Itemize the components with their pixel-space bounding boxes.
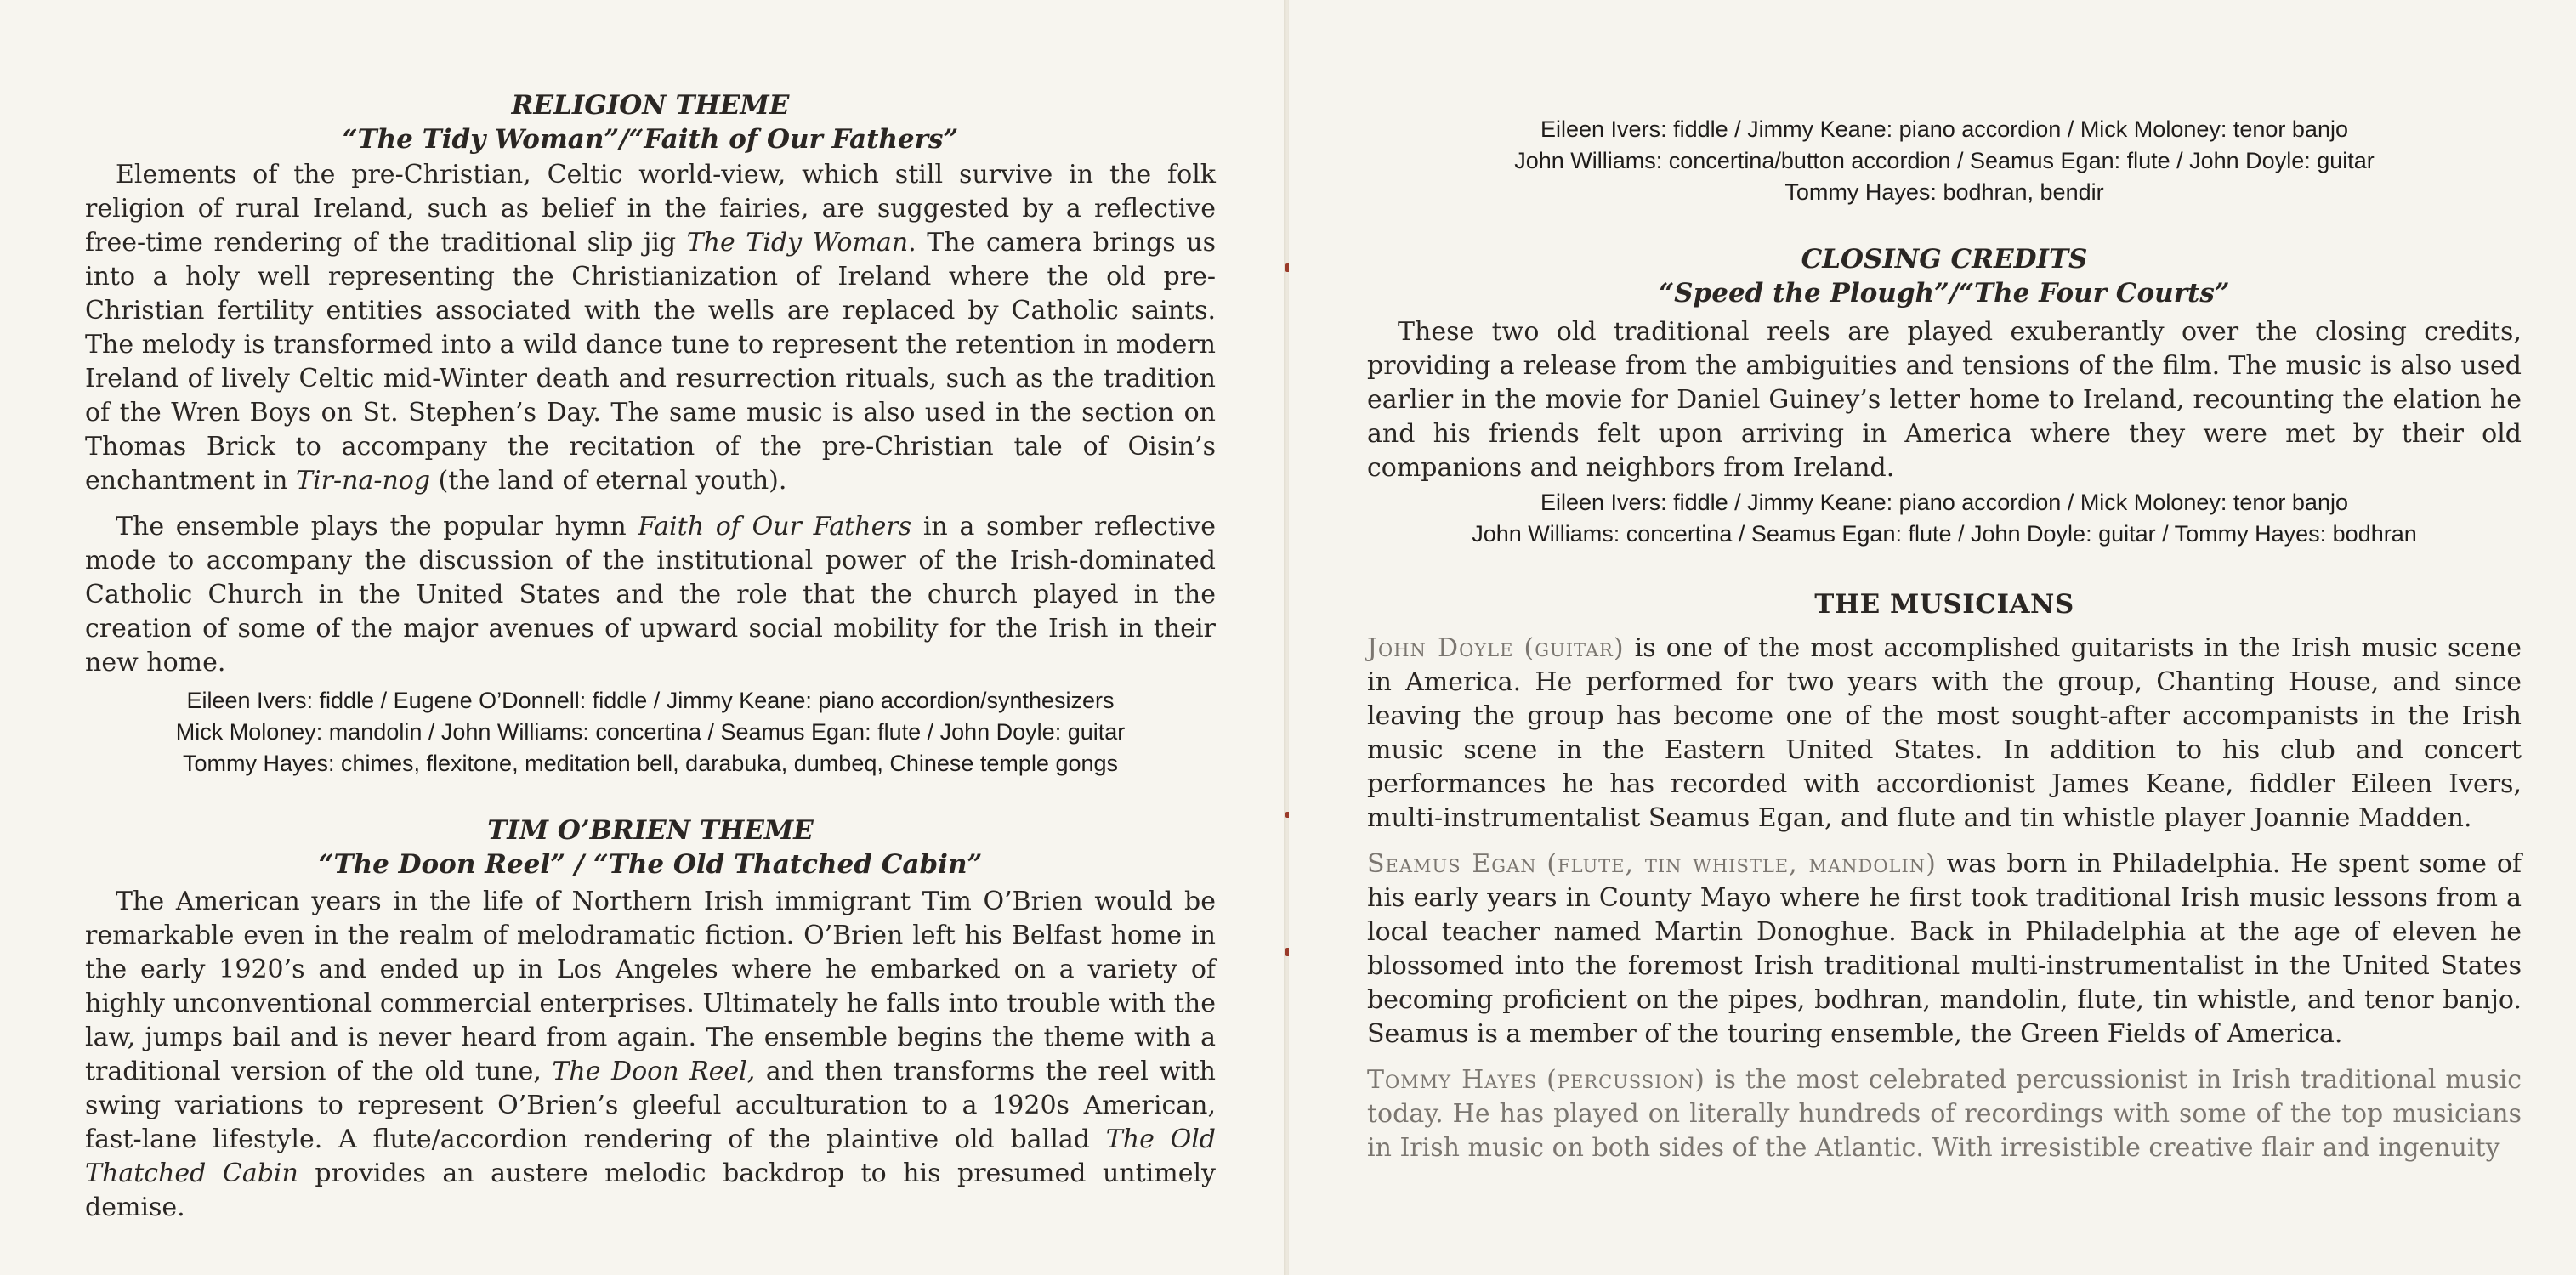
closing-credits-subtitle: “Speed the Plough”/“The Four Courts” [1659, 278, 2230, 309]
bio-role: (flute, tin whistle, mandolin) [1546, 849, 1937, 879]
bio-seamus-egan [1367, 847, 2522, 1051]
religion-credit-line: Tommy Hayes: chimes, flexitone, meditation bell, darabuka, dumbeq, Chinese temple gongs [182, 751, 1119, 776]
text-run: and then transforms the reel with swing variations to represent O’Brien’s gleeful acculturation to a 1920s American, fast-lane lifestyle. A flute/accordion rendering of the plaintive old ballad [85, 1057, 1216, 1154]
bio-name: John Doyle [1367, 633, 1514, 663]
credit-line: John Williams: concertina/button accordion / Seamus Egan: flute / John Doyle: guitar [1514, 148, 2375, 173]
credit-line: Eileen Ivers: fiddle / Jimmy Keane: piano accordion / Mick Moloney: tenor banjo [1540, 116, 2348, 142]
closing-credits-lines [1367, 487, 2522, 550]
italic-title-run: The Doon Reel, [552, 1057, 756, 1086]
religion-paragraph-1 [85, 158, 1216, 498]
religion-paragraph-2 [85, 510, 1216, 680]
bio-name: Tommy Hayes [1367, 1065, 1538, 1095]
bio-text: was born in Philadelphia. He spent some of his early years in County Mayo where he first took traditional Irish music lessons from a local teacher named Martin Donoghue. Back in Philadelphia at the age of eleven he blossomed into the foremost Irish traditional multi-instrumentalist in the United States becoming proficient on the pipes, bodhran, mandolin, flute, tin whistle, and tenor banjo. Seamus is a member of the touring ensemble, the Green Fields of America. [1367, 849, 2522, 1049]
bio-tommy-hayes [1367, 1063, 2522, 1165]
bio-name: Seamus Egan [1367, 849, 1537, 879]
right-page [1289, 0, 2576, 1275]
text-run: in a somber reflective mode to accompany the discussion of the institutional power of the Irish-dominated Catholic Church in the United States and the role that the church played in the creation of some of the major avenues of upward social mobility for the Irish in their new home. [85, 512, 1216, 677]
text-run: (the land of eternal youth). [430, 466, 787, 496]
closing-paragraph [1367, 315, 2522, 485]
credit-line: Tommy Hayes: bodhran, bendir [1784, 179, 2104, 205]
bio-text: is the most celebrated percussionist in Irish traditional music today. He has played on literally hundreds of recordings with some of the top musicians in Irish music on both sides of the Atlantic. With irresistible creative flair and ingenuity [1367, 1065, 2522, 1163]
obrien-theme-title: TIM O’BRIEN THEME [487, 815, 814, 846]
text-run: . The camera brings us into a holy well representing the Christianization of Ireland where the old pre-Christian fertility entities associated with the wells are replaced by Catholic saints. The melody is transformed into a wild dance tune to represent the retention in modern Ireland of lively Celtic mid-Winter death and resurrection rituals, such as the tradition of the Wren Boys on St. Stephen’s Day. The same music is also used in the section on Thomas Brick to accompany the recitation of the pre-Christian tale of Oisin’s enchantment in [85, 228, 1216, 496]
closing-credits-title: CLOSING CREDITS [1801, 244, 2088, 275]
text-run: The ensemble plays the popular hymn [116, 512, 638, 541]
right-column [1367, 0, 2522, 1165]
previous-section-credits [1367, 114, 2522, 208]
bio-role: (percussion) [1546, 1065, 1705, 1095]
religion-theme-title: RELIGION THEME [511, 90, 790, 121]
text-run: These two old traditional reels are played exuberantly over the closing credits, providing a release from the ambiguities and tensions of the film. The music is also used earlier in the movie for Daniel Guiney’s letter home to Ireland, recounting the elation he and his friends felt upon arriving in America where they were met by their old companions and neighbors from Ireland. [1367, 317, 2522, 483]
obrien-paragraph [85, 885, 1216, 1225]
italic-title-run: The Tidy Woman [686, 228, 909, 258]
italic-title-run: Tir-na-nog [296, 466, 431, 496]
closing-credit-line: John Williams: concertina / Seamus Egan: flute / John Doyle: guitar / Tommy Hayes: bodhran [1472, 521, 2417, 547]
text-run: provides an austere melodic backdrop to his presumed untimely demise. [85, 1159, 1216, 1222]
religion-credit-line: Mick Moloney: mandolin / John Williams: concertina / Seamus Egan: flute / John Doyle: guitar [175, 719, 1126, 745]
italic-title-run: Faith of Our Fathers [638, 512, 912, 541]
left-page [0, 0, 1285, 1275]
closing-credit-line: Eileen Ivers: fiddle / Jimmy Keane: piano accordion / Mick Moloney: tenor banjo [1540, 490, 2348, 515]
italic-title-run: The Old Thatched Cabin [85, 1125, 1217, 1188]
musicians-title: THE MUSICIANS [1814, 589, 2074, 620]
religion-credit-line: Eileen Ivers: fiddle / Eugene O’Donnell: fiddle / Jimmy Keane: piano accordion/synthesizers [186, 688, 1115, 713]
bio-role: (guitar) [1523, 633, 1625, 663]
religion-credits [85, 685, 1216, 779]
left-column [85, 0, 1216, 1225]
bio-text: is one of the most accomplished guitarists in the Irish music scene in America. He performed for two years with the group, Chanting House, and since leaving the group has become one of the most sought-after accompanists in the Irish music scene in the Eastern United States. In addition to his club and concert performances he has recorded with accordionist James Keane, fiddler Eileen Ivers, multi-instrumentalist Seamus Egan, and flute and tin whistle player Joannie Madden. [1367, 633, 2522, 833]
text-run: The American years in the life of Northern Irish immigrant Tim O’Brien would be remarkable even in the realm of melodramatic fiction. O’Brien left his Belfast home in the early 1920’s and ended up in Los Angeles where he embarked on a variety of highly unconventional commercial enterprises. Ultimately he falls into trouble with the law, jumps bail and is never heard from again. The ensemble begins the theme with a traditional version of the old tune, [85, 887, 1216, 1086]
text-run: Elements of the pre-Christian, Celtic world-view, which still survive in the folk religion of rural Ireland, such as belief in the fairies, are suggested by a reflective free-time rendering of the traditional slip jig [85, 160, 1216, 258]
bio-john-doyle [1367, 632, 2522, 836]
obrien-theme-subtitle: “The Doon Reel” / “The Old Thatched Cabin” [318, 849, 983, 880]
religion-theme-subtitle: “The Tidy Woman”/“Faith of Our Fathers” [342, 124, 959, 155]
